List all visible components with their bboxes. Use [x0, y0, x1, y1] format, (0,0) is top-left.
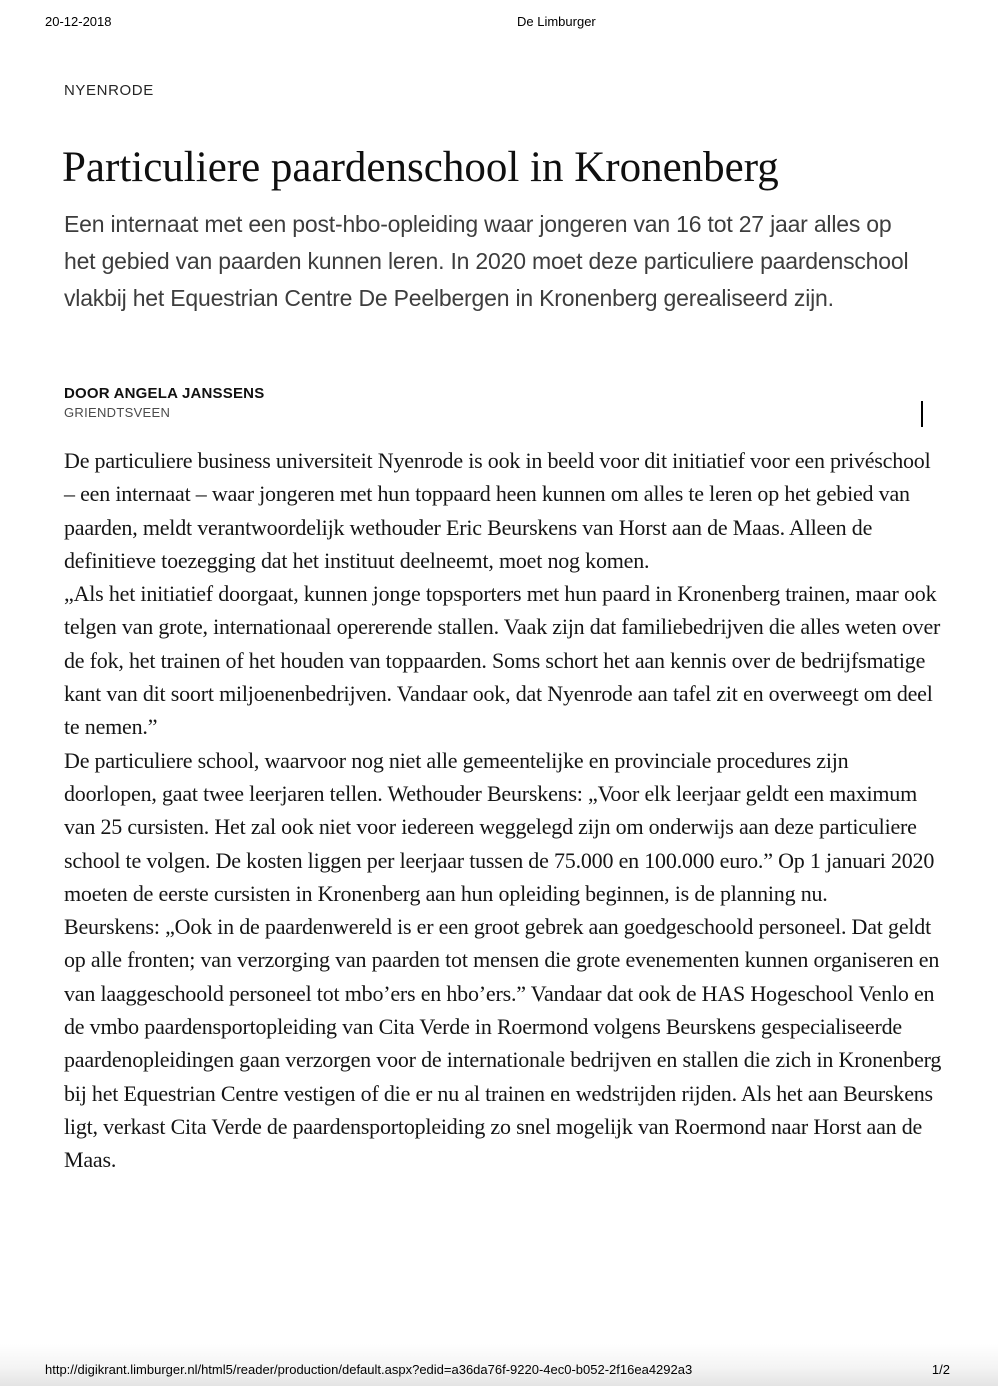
print-footer — [0, 1344, 998, 1386]
print-footer-url: http://digikrant.limburger.nl/html5/reader/production/default.aspx?edid=a36da76f-9220-4ec0-b052-2f16ea4292a3 — [45, 1362, 693, 1377]
article-paragraph: De particuliere school, waarvoor nog niet alle gemeentelijke en provinciale procedures zijn doorlopen, gaat twee leerjaren tellen. Wethouder Beurskens: „Voor elk leerjaar geldt een maximum van 25 cursisten. Het zal ook niet voor iedereen weggelegd zijn om onderwijs aan deze particuliere school te volgen. De kosten liggen per leerjaar tussen de 75.000 en 100.000 euro.” Op 1 januari 2020 moeten de eerste cursisten in Kronenberg aan hun opleiding beginnen, is de planning nu. — [64, 747, 935, 906]
article-byline — [64, 385, 264, 420]
byline-dateline: GRIENDTSVEEN — [64, 405, 171, 420]
print-footer-page-indicator: 1/2 — [931, 1362, 950, 1377]
article-lead: Een internaat met een post-hbo-opleiding waar jongeren van 16 tot 27 jaar alles op het gebied van paarden kunnen leren. In 2020 moet deze particuliere paardenschool vlakbij het Equestrian Centre De Peelbergen in Kronenberg gerealiseerd zijn. — [64, 211, 909, 311]
print-header-site-title: De Limburger — [517, 14, 596, 29]
article-paragraph: „Als het initiatief doorgaat, kunnen jonge topsporters met hun paard in Kronenberg trainen, maar ook telgen van grote, internationaal opererende stallen. Vaak zijn dat familiebedrijven die alles weten over de fok, het trainen of het houden van toppaarden. Soms schort het aan kennis over de bedrijfsmatige kant van dit soort miljoenenbedrijven. Vandaar ook, dat Nyenrode aan tafel zit en overweegt om deel te nemen.” — [64, 581, 941, 740]
text-caret — [921, 401, 923, 427]
print-header-date: 20-12-2018 — [45, 14, 112, 29]
article-kicker: NYENRODE — [64, 82, 154, 99]
article-paragraph: De particuliere business universiteit Nyenrode is ook in beeld voor dit initiatief voor een privéschool – een internaat – waar jongeren met hun toppaard heen kunnen om alles te leren op het gebied van paarden, meldt verantwoordelijk wethouder Eric Beurskens van Horst aan de Maas. Alleen de definitieve toezegging dat het instituut deelneemt, moet nog komen. — [64, 448, 931, 573]
article-headline: Particuliere paardenschool in Kronenberg — [62, 143, 779, 191]
byline-author: DOOR ANGELA JANSSENS — [64, 385, 265, 402]
article-body — [64, 444, 946, 1177]
article-paragraph: Beurskens: „Ook in de paardenwereld is er een groot gebrek aan goedgeschoold personeel. Dat geldt op alle fronten; van verzorging van paarden tot mensen die grote evenementen kunnen organiseren en van laaggeschoold personeel tot mbo’ers en hbo’ers.” Vandaar dat ook de HAS Hogeschool Venlo en de vmbo paardensportopleiding van Cita Verde in Roermond volgens Beurskens gespecialiseerde paardenopleidingen gaan verzorgen voor de internationale bedrijven en stallen die zich in Kronenberg bij het Equestrian Centre vestigen of die er nu al trainen en wedstrijden rijden. Als het aan Beurskens ligt, verkast Cita Verde de paardensportopleiding zo snel mogelijk van Roermond naar Horst aan de Maas. — [64, 914, 942, 1173]
